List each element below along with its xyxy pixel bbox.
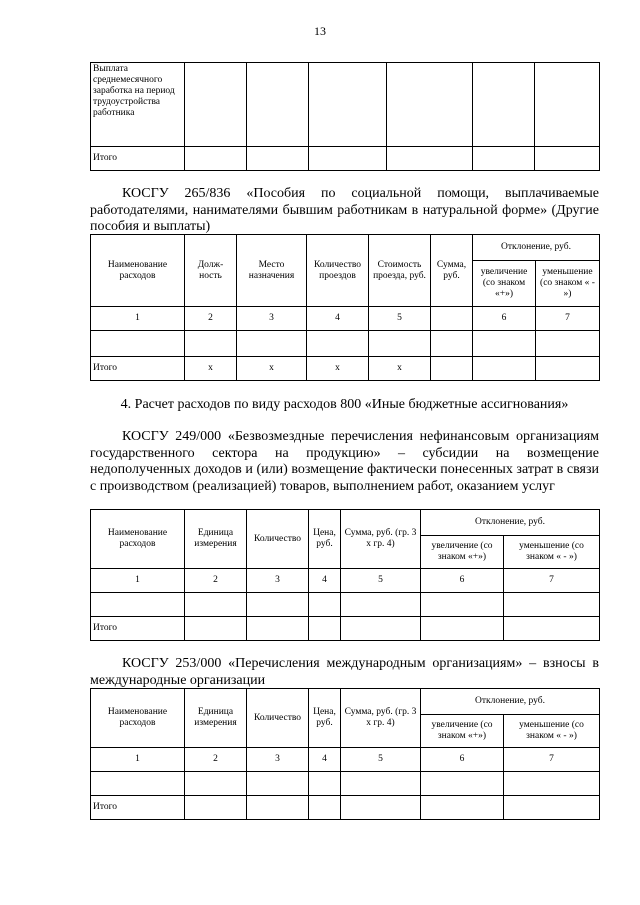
- row-label: Выплата среднемесячного заработка на период трудоустройства работника: [91, 63, 185, 147]
- col-number: 4: [309, 748, 341, 772]
- header-increase: увеличение (со знаком «+»): [421, 715, 504, 748]
- header-sum: Сумма, руб. (гр. 3 х гр. 4): [341, 510, 421, 569]
- header-unit: Единица измерения: [185, 689, 247, 748]
- col-number: 1: [91, 307, 185, 331]
- header-sum: Сумма, руб. (гр. 3 х гр. 4): [341, 689, 421, 748]
- table-row: [91, 772, 600, 796]
- header-deviation: Отклонение, руб.: [421, 689, 600, 715]
- col-number: 7: [504, 748, 600, 772]
- col-number: 2: [185, 748, 247, 772]
- table-kosgu-265: [90, 234, 600, 381]
- header-destination: Место назначения: [237, 235, 307, 307]
- kosgu-249-paragraph: КОСГУ 249/000 «Безвозмездные перечисления нефинансовым организациям государственного сектора на продукцию» – субсидии на возмещение недополученных доходов и (или) возмещение фактически понесенных затрат в связи с производством (реализацией) товаров, выполнением работ, оказанием услуг: [90, 429, 599, 494]
- x-mark: х: [185, 357, 237, 381]
- col-number: 6: [473, 307, 536, 331]
- header-cost: Стоимость проезда, руб.: [369, 235, 431, 307]
- header-price: Цена, руб.: [309, 510, 341, 569]
- col-number: 7: [536, 307, 600, 331]
- header-sum: Сумма, руб.: [431, 235, 473, 307]
- col-number: 2: [185, 569, 247, 593]
- col-number: 6: [421, 748, 504, 772]
- x-mark: х: [237, 357, 307, 381]
- header-trips: Количество проездов: [307, 235, 369, 307]
- total-label: Итого: [91, 796, 185, 820]
- col-number: 5: [341, 569, 421, 593]
- col-number: 3: [237, 307, 307, 331]
- col-number: 4: [307, 307, 369, 331]
- header-unit: Единица измерения: [185, 510, 247, 569]
- col-number: 1: [91, 748, 185, 772]
- x-mark: х: [307, 357, 369, 381]
- header-name: Наименование расходов: [91, 510, 185, 569]
- table-row-numbers: [91, 569, 600, 593]
- col-number: 2: [185, 307, 237, 331]
- header-increase: увеличение (со знаком «+»): [421, 536, 504, 569]
- header-decrease: уменьшение (со знаком « - »): [504, 536, 600, 569]
- section-4-heading: 4. Расчет расходов по виду расходов 800 «Иные бюджетные ассигнования»: [120, 397, 569, 412]
- table-row-numbers: [91, 748, 600, 772]
- col-number: 1: [91, 569, 185, 593]
- header-price: Цена, руб.: [309, 689, 341, 748]
- header-decrease: уменьшение (со знаком « - »): [504, 715, 600, 748]
- header-deviation: Отклонение, руб.: [473, 235, 600, 261]
- header-qty: Количество: [247, 689, 309, 748]
- table-row: [91, 331, 600, 357]
- header-name: Наименование расходов: [91, 235, 185, 307]
- col-number: 7: [504, 569, 600, 593]
- col-number: 4: [309, 569, 341, 593]
- table-row-total: [91, 147, 600, 171]
- table-average-earnings: [90, 62, 600, 171]
- page-number: 13: [314, 24, 326, 38]
- header-position: Долж-ность: [185, 235, 237, 307]
- table-row-total: [91, 796, 600, 820]
- col-number: 6: [421, 569, 504, 593]
- total-label: Итого: [91, 357, 185, 381]
- header-decrease: уменьшение (со знаком « - »): [536, 261, 600, 307]
- kosgu-253-paragraph: КОСГУ 253/000 «Перечисления международным организациям» – взносы в международные организации: [90, 656, 599, 688]
- table-row-total: [91, 357, 600, 381]
- header-name: Наименование расходов: [91, 689, 185, 748]
- table-kosgu-253: [90, 688, 600, 820]
- col-number: 5: [341, 748, 421, 772]
- table-row-total: [91, 617, 600, 641]
- x-mark: х: [369, 357, 431, 381]
- header-increase: увеличение (со знаком «+»): [473, 261, 536, 307]
- col-number: 3: [247, 569, 309, 593]
- total-label: Итого: [91, 617, 185, 641]
- total-label: Итого: [91, 147, 185, 171]
- header-qty: Количество: [247, 510, 309, 569]
- table-row: [91, 63, 600, 147]
- table-kosgu-249: [90, 509, 600, 641]
- header-deviation: Отклонение, руб.: [421, 510, 600, 536]
- col-number: 5: [369, 307, 431, 331]
- kosgu-265-paragraph: КОСГУ 265/836 «Пособия по социальной помощи, выплачиваемые работодателями, нанимателями бывшим работникам в натуральной форме» (Другие пособия и выплаты): [90, 186, 599, 234]
- table-row: [91, 593, 600, 617]
- col-number: 3: [247, 748, 309, 772]
- table-row-numbers: [91, 307, 600, 331]
